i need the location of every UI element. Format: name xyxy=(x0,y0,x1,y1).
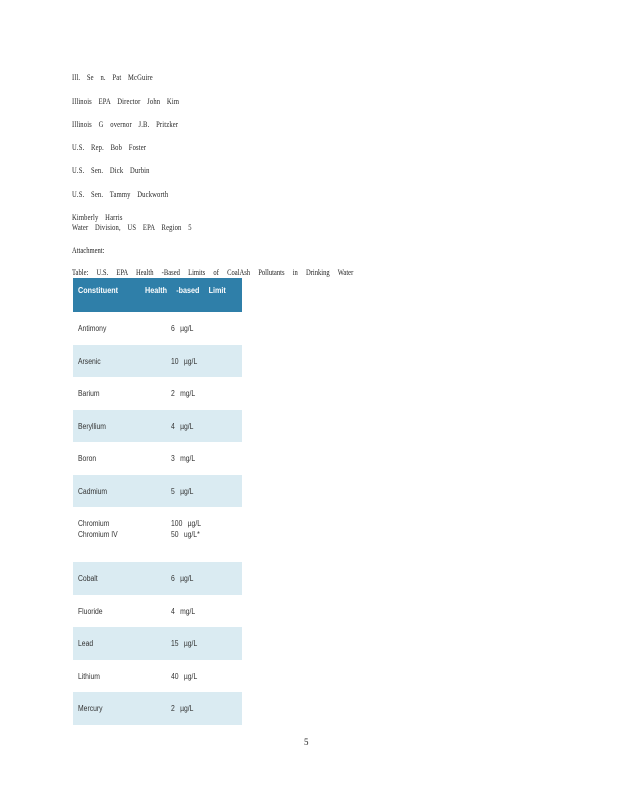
table-row xyxy=(73,507,242,562)
header-constituent: Constituent xyxy=(78,286,118,295)
constituent-limit: 4 µg/L xyxy=(171,421,194,431)
constituent-limit: 2 µg/L xyxy=(171,704,194,713)
constituent-limit: 3 mg/L xyxy=(171,454,196,463)
header-limit: Health -based Limit xyxy=(145,286,226,295)
constituent-name: Chromium Chromium IV xyxy=(78,519,118,539)
cc-line-8: Water Division, US EPA Region 5 xyxy=(72,223,192,232)
constituent-name: Mercury xyxy=(78,704,103,713)
constituent-name: Cadmium xyxy=(78,486,108,496)
cc-line-1: Ill. Se n. Pat McGuire xyxy=(72,73,153,82)
constituent-limit: 2 mg/L xyxy=(171,389,196,398)
table-row xyxy=(73,312,242,345)
table-row xyxy=(73,660,242,693)
table-header xyxy=(73,278,242,312)
table-row xyxy=(73,410,242,443)
table-row xyxy=(73,562,242,595)
constituent-limit: 6 µg/L xyxy=(171,574,194,583)
table-row xyxy=(73,377,242,410)
constituent-name: Boron xyxy=(78,454,97,463)
constituent-name: Cobalt xyxy=(78,574,98,583)
constituent-limit: 6 µg/L xyxy=(171,324,194,333)
table-row xyxy=(73,595,242,628)
table-row xyxy=(73,442,242,475)
attachment-label: Attachment: xyxy=(72,246,105,255)
table-row xyxy=(73,627,242,660)
constituent-limit: 40 µg/L xyxy=(171,671,198,681)
page-number: 5 xyxy=(304,737,309,747)
table-row xyxy=(73,345,242,378)
table-row xyxy=(73,692,242,725)
cc-line-3: Illinois G overnor J.B. Pritzker xyxy=(72,120,179,129)
constituent-name: Barium xyxy=(78,389,100,398)
constituent-name: Beryllium xyxy=(78,421,106,431)
cc-line-2: Illinois EPA Director John Kim xyxy=(72,97,180,106)
constituent-limit: 15 µg/L xyxy=(171,639,198,648)
constituent-name: Lithium xyxy=(78,671,100,681)
table-caption: Table: U.S. EPA Health -Based Limits of CoalAsh Pollutants in Drinking Water xyxy=(72,268,354,277)
cc-line-7: Kimberly Harris xyxy=(72,213,123,222)
constituent-name: Antimony xyxy=(78,324,107,333)
constituent-name: Fluoride xyxy=(78,606,103,616)
cc-line-5: U.S. Sen. Dick Durbin xyxy=(72,166,150,175)
constituent-name: Lead xyxy=(78,639,94,648)
cc-line-4: U.S. Rep. Bob Foster xyxy=(72,143,147,152)
constituent-limit: 5 µg/L xyxy=(171,486,194,496)
pollutant-limits-table xyxy=(73,278,242,725)
table-row xyxy=(73,475,242,508)
cc-line-6: U.S. Sen. Tammy Duckworth xyxy=(72,190,169,199)
constituent-name: Arsenic xyxy=(78,356,101,366)
constituent-limit: 100 µg/L 50 ug/L* xyxy=(171,519,202,539)
constituent-limit: 4 mg/L xyxy=(171,606,196,616)
constituent-limit: 10 µg/L xyxy=(171,356,198,366)
